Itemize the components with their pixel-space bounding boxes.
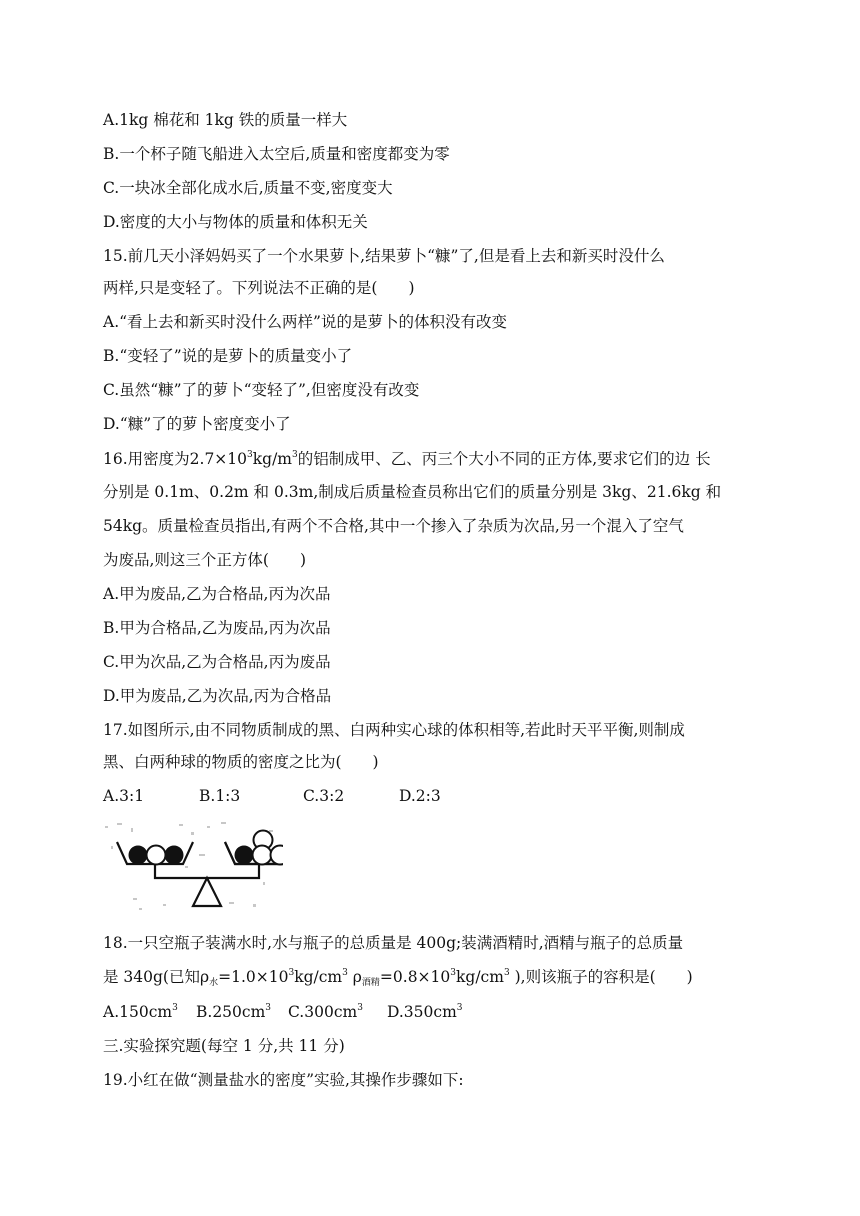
q15-option-b: B.“变轻了”说的是萝卜的质量变小了 <box>103 347 353 365</box>
q15-stem-line2: 两样,只是变轻了。下列说法不正确的是( ) <box>103 279 415 297</box>
q18-option-d: $D.350cm^3$ <box>387 1003 463 1021</box>
q16-option-c: C.甲为次品,乙为合格品,丙为废品 <box>103 653 331 671</box>
q18-option-c: $C.300cm^3$ <box>288 1003 363 1021</box>
q18-stem-line2: 是 340g(已知$\rho_水=1.0\times 10^3kg/cm^3$ $\rho_{酒精}=0.8\times 10^3kg/cm^3$ ),则该瓶子的容积是( ) <box>103 968 693 988</box>
q19-stem-line1: 19.小红在做“测量盐水的密度”实验,其操作步骤如下: <box>103 1071 464 1089</box>
q18-options <box>103 1002 463 1022</box>
right-black-ball <box>235 846 254 865</box>
right-white-ball-middle <box>253 846 272 865</box>
q16-stem-line4: 为废品,则这三个正方体( ) <box>103 551 307 569</box>
q15-option-a: A.“看上去和新买时没什么两样”说的是萝卜的体积没有改变 <box>103 313 507 331</box>
scan-noise <box>105 822 278 910</box>
q16-stem-line3: 54kg。质量检查员指出,有两个不合格,其中一个掺入了杂质为次品,另一个混入了空气 <box>103 517 684 535</box>
q15-option-d: D.“糠”了的萝卜密度变小了 <box>103 415 291 433</box>
left-white-ball <box>147 846 166 865</box>
q15-option-c: C.虽然“糠”了的萝卜“变轻了”,但密度没有改变 <box>103 381 420 399</box>
q17-option-a: A.3:1 <box>103 787 145 805</box>
q17-options <box>103 786 441 806</box>
q18-option-a: $A.150cm^3$ <box>103 1003 178 1021</box>
q18-option-b: $B.250cm^3$ <box>196 1003 272 1021</box>
q16-stem-line2: 分别是 0.1m、0.2m 和 0.3m,制成后质量检查员称出它们的质量分别是 3kg、21.6kg 和 <box>103 483 722 501</box>
q18-stem-line1: 18.一只空瓶子装满水时,水与瓶子的总质量是 400g;装满酒精时,酒精与瓶子的总质量 <box>103 934 684 952</box>
q14-option-c: C.一块冰全部化成水后,质量不变,密度变大 <box>103 179 393 197</box>
q17-stem-line2: 黑、白两种球的物质的密度之比为( ) <box>103 753 379 771</box>
q16-stem-line1: 16.用密度为$2.7\times 10^3kg/m^3$的铝制成甲、乙、丙三个大小不同的正方体,要求它们的边 长 <box>103 450 711 468</box>
q16-option-b: B.甲为合格品,乙为废品,丙为次品 <box>103 619 331 637</box>
left-black-ball-1 <box>129 846 148 865</box>
q17-option-d: D.2:3 <box>399 787 441 805</box>
q17-option-b: B.1:3 <box>199 787 241 805</box>
balance-figure <box>103 818 283 914</box>
right-white-ball-right <box>271 846 284 865</box>
q16-option-a: A.甲为废品,乙为合格品,丙为次品 <box>103 585 331 603</box>
q17-stem-line1: 17.如图所示,由不同物质制成的黑、白两种实心球的体积相等,若此时天平平衡,则制成 <box>103 721 685 739</box>
q15-stem-line1: 15.前几天小泽妈妈买了一个水果萝卜,结果萝卜“糠”了,但是看上去和新买时没什么 <box>103 247 665 265</box>
q14-option-b: B.一个杯子随飞船进入太空后,质量和密度都变为零 <box>103 145 450 163</box>
q16-option-d: D.甲为废品,乙为次品,丙为合格品 <box>103 687 332 705</box>
fulcrum-triangle <box>193 878 221 906</box>
left-black-ball-2 <box>165 846 184 865</box>
section-3-title: 三.实验探究题(每空 1 分,共 11 分) <box>103 1037 345 1055</box>
q14-option-a: A.1kg 棉花和 1kg 铁的质量一样大 <box>103 111 348 129</box>
q17-option-c: C.3:2 <box>303 787 345 805</box>
q14-option-d: D.密度的大小与物体的质量和体积无关 <box>103 213 368 231</box>
